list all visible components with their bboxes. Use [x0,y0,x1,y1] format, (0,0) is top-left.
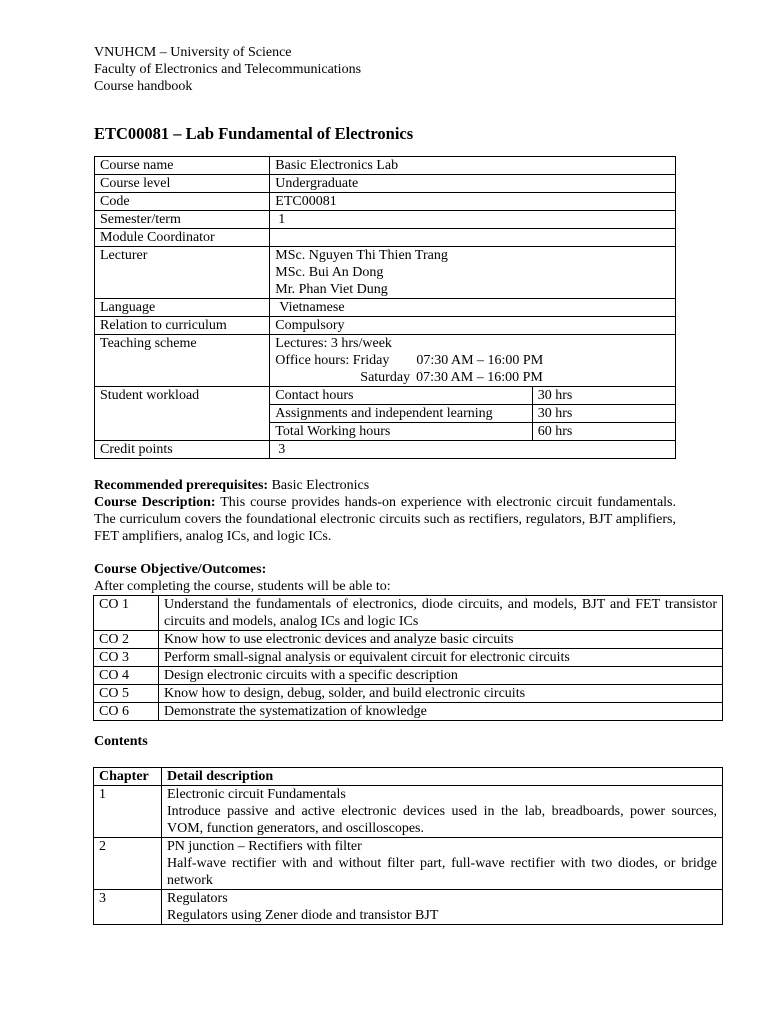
chapter-description: Regulators using Zener diode and transistor BJT [167,908,439,923]
workload-hours: 60 hrs [532,423,675,441]
outcome-code: CO 4 [94,667,159,685]
table-row [94,667,723,685]
row-label: Student workload [95,387,270,441]
chapter-description: Introduce passive and active electronic devices used in the lab, breadboards, power sources, VOM, function generators, and oscilloscopes. [167,804,717,836]
table-row [94,838,723,890]
table-row [95,229,676,247]
row-label: Semester/term [95,211,270,229]
outcome-code: CO 1 [94,596,159,631]
chapter-title: Electronic circuit Fundamentals [167,787,346,802]
office-hours-friday [275,352,675,369]
lecturer-name: Mr. Phan Viet Dung [275,282,388,297]
outcome-text: Design electronic circuits with a specific description [159,667,723,685]
office-hours-saturday [275,369,675,386]
page-title: ETC00081 – Lab Fundamental of Electronics [94,124,414,143]
outcome-code: CO 3 [94,649,159,667]
column-header-detail: Detail description [162,768,723,786]
objectives-intro: After completing the course, students will be able to: [94,579,391,594]
outcome-text: Know how to use electronic devices and analyze basic circuits [159,631,723,649]
semester-value: 1 [270,211,676,229]
prereq-value: Basic Electronics [268,478,370,493]
lecturer-name: MSc. Bui An Dong [275,265,384,280]
outcome-code: CO 2 [94,631,159,649]
code-value: ETC00081 [270,193,676,211]
outcome-code: CO 6 [94,703,159,721]
table-row [94,631,723,649]
teaching-scheme [270,335,676,387]
table-row [95,247,676,299]
saturday-label: Saturday [360,370,411,385]
university-name: VNUHCM – University of Science [94,45,292,60]
chapter-title: Regulators [167,891,228,906]
credit-value: 3 [270,441,676,459]
row-label: Lecturer [95,247,270,299]
course-info-table [94,156,676,459]
table-row [95,211,676,229]
chapter-title: PN junction – Rectifiers with filter [167,839,362,854]
outcome-text: Know how to design, debug, solder, and build electronic circuits [159,685,723,703]
workload-item: Contact hours [270,387,532,405]
table-row [95,441,676,459]
outcomes-table [93,595,723,721]
table-row [94,890,723,925]
course-name-value: Basic Electronics Lab [270,157,676,175]
doc-type: Course handbook [94,79,193,94]
row-label: Course name [95,157,270,175]
chapter-detail [162,786,723,838]
table-row [95,299,676,317]
course-description [94,494,676,545]
table-row [94,596,723,631]
column-header-chapter: Chapter [94,768,162,786]
workload-hours: 30 hrs [532,405,675,423]
lectures-line: Lectures: 3 hrs/week [275,336,392,351]
faculty-name: Faculty of Electronics and Telecommunications [94,62,362,77]
table-row [95,193,676,211]
workload-item: Total Working hours [270,423,532,441]
lecturer-list [270,247,676,299]
relation-value: Compulsory [270,317,676,335]
outcome-text: Understand the fundamentals of electronics, diode circuits, and models, BJT and FET transistor circuits and models, analog ICs and logic ICs [159,596,723,631]
language-value: Vietnamese [270,299,676,317]
prereq-label: Recommended prerequisites: [94,478,269,493]
row-label: Course level [95,175,270,193]
prerequisites [94,477,676,494]
row-label: Module Coordinator [95,229,270,247]
office-hours-label: Office hours: Friday [275,353,390,368]
table-row [95,157,676,175]
saturday-hours: 07:30 AM – 16:00 PM [416,370,543,385]
chapter-detail [162,890,723,925]
table-row [94,786,723,838]
coordinator-value [270,229,676,247]
document-header [94,44,361,95]
outcome-text: Demonstrate the systematization of knowledge [159,703,723,721]
chapter-number: 1 [94,786,162,838]
outcome-code: CO 5 [94,685,159,703]
table-row [94,685,723,703]
chapter-number: 3 [94,890,162,925]
description-label: Course Description: [94,495,216,510]
chapter-number: 2 [94,838,162,890]
row-label: Relation to curriculum [95,317,270,335]
table-row [95,317,676,335]
workload-hours: 30 hrs [532,387,675,405]
contents-table [93,767,723,925]
objectives-heading: Course Objective/Outcomes: [94,562,267,577]
row-label: Language [95,299,270,317]
table-row [94,703,723,721]
table-row [95,387,676,405]
row-label: Credit points [95,441,270,459]
table-row [95,175,676,193]
chapter-detail [162,838,723,890]
table-header-row [94,768,723,786]
friday-hours: 07:30 AM – 16:00 PM [416,353,544,368]
lecturer-name: MSc. Nguyen Thi Thien Trang [275,248,448,263]
table-row [95,335,676,387]
row-label: Teaching scheme [95,335,270,387]
workload-item: Assignments and independent learning [270,405,532,423]
description-text: This course provides hands-on experience with electronic circuit fundamentals. The curriculum covers the foundational electronic circuits such as rectifiers, regulators, BJT amplifiers, FET amplifiers, analog ICs, and logic ICs. [94,495,676,544]
course-level-value: Undergraduate [270,175,676,193]
table-row [94,649,723,667]
outcome-text: Perform small-signal analysis or equivalent circuit for electronic circuits [159,649,723,667]
contents-heading: Contents [94,734,148,749]
chapter-description: Half-wave rectifier with and without filter part, full-wave rectifier with two diodes, or bridge network [167,856,717,888]
row-label: Code [95,193,270,211]
